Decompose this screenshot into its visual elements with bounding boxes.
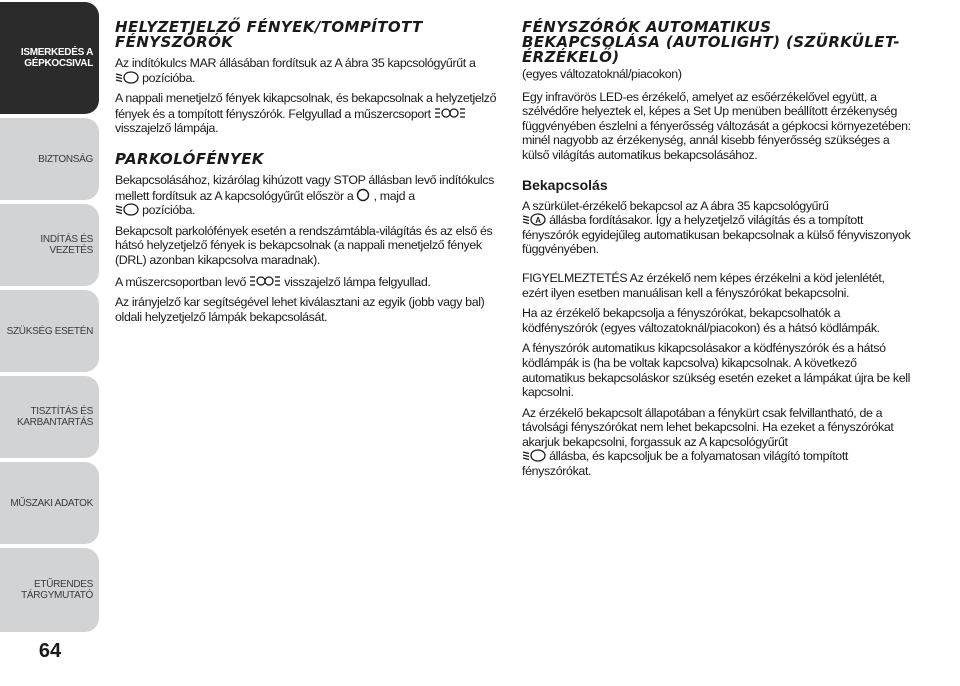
section-title-parking: PARKOLÓFÉNYEK	[115, 149, 264, 168]
text: A szürkület-érzékelő bekapcsol az A ábra 35 kapcsológyűrű	[522, 198, 829, 213]
paragraph	[115, 173, 500, 218]
text: visszajelző lámpája.	[115, 121, 219, 136]
paragraph	[115, 56, 500, 85]
tab-biztonsag[interactable]	[0, 118, 99, 200]
tab-muszaki[interactable]	[0, 462, 99, 544]
tab-label: INDÍTÁS ÉS VEZETÉS	[40, 234, 93, 256]
off-position-icon	[356, 188, 370, 202]
position-lights-icon	[434, 106, 466, 120]
tab-label: ISMERKEDÉS A GÉPKOCSIVAL	[20, 47, 93, 69]
paragraph: Egy infravörös LED-es érzékelő, amelyet az esőérzékelővel együtt, a szélvédőre helyeztek el, képes a Set Up menüben beállított érzékenység függvényében észlelni a fényerősség változását a gépkocsi környezetében: minél nagyobb az érzékenység, annál kisebb fényerősség szükséges a külső világítás automatikus bekapcsolásához.	[522, 89, 911, 162]
paragraph	[522, 199, 912, 257]
chapter-sidebar	[0, 0, 101, 686]
tab-tisztitas[interactable]	[0, 376, 99, 458]
text: Az érzékelő bekapcsolt állapotában a fénykürt csak felvillantható, de a távolsági fényszórókat nem lehet bekapcsolni. Ha ezeket a fényszórókat akarjuk bekapcsolni, forgassuk az A kapcsológyűrűt	[522, 405, 894, 449]
text: A műszercsoportban levő	[115, 274, 247, 289]
subtitle: (egyes változatoknál/piacokon)	[522, 67, 682, 81]
paragraph: Az irányjelző kar segítségével lehet kiválasztani az egyik (jobb vagy bal) oldali helyzetjelző lámpák bekapcsolását.	[115, 295, 485, 324]
tab-inditas[interactable]	[0, 204, 99, 286]
tab-targymutato[interactable]	[0, 548, 99, 632]
text: pozícióba.	[142, 203, 196, 218]
low-beam-icon	[115, 71, 139, 84]
paragraph	[522, 406, 912, 479]
paragraph	[115, 91, 500, 136]
paragraph: FIGYELMEZTETÉS Az érzékelő nem képes érzékelni a köd jelenlétét, ezért ilyen esetben manuálisan kell a fényszórókat bekapcsolni.	[522, 270, 885, 300]
low-beam-icon	[115, 203, 139, 216]
paragraph: A fényszórók automatikus kikapcsolásakor a ködfényszórók és a hátsó ködlámpák is (ha be voltak kapcsolva) kikapcsolnak. A következő automatikus bekapcsoláskor szükség esetén ezeket a lámpákat újra be kell kapcsolni.	[522, 341, 911, 400]
tab-label: SZÜKSÉG ESETÉN	[6, 325, 93, 337]
tab-label: TISZTÍTÁS ÉS KARBANTARTÁS	[16, 406, 93, 428]
auto-light-icon	[522, 213, 546, 226]
text: pozícióba.	[142, 70, 196, 85]
tab-label: ETŰRENDES TÁRGYMUTATÓ	[21, 579, 93, 601]
right-column	[522, 20, 912, 485]
text: Az indítókulcs MAR állásában fordítsuk az A ábra 35 kapcsológyűrűt a	[115, 56, 476, 70]
page-number: 64	[38, 640, 62, 662]
text: , majd a	[373, 188, 415, 203]
svg-text:A: A	[535, 216, 541, 226]
text: állásba, és kapcsoljuk be a folyamatosan világító tompított fényszórókat.	[522, 449, 849, 479]
position-lights-icon	[249, 274, 281, 288]
paragraph	[115, 274, 500, 290]
tab-label: MŰSZAKI ADATOK	[10, 497, 93, 509]
text: Bekapcsolásához, kizárólag kihúzott vagy STOP állásban levő indítókulcs mellett fordítsuk az A kapcsológyűrűt először a	[115, 172, 494, 203]
tab-szukseg[interactable]	[0, 290, 99, 372]
paragraph: Bekapcsolt parkolófények esetén a rendszámtábla-világítás és az első és hátsó helyzetjelző fények is bekapcsolnak (a nappali menetjelző fények (DRL) azonban kikapcsolva maradnak).	[115, 223, 493, 267]
low-beam-icon	[522, 449, 546, 462]
section-title-low-beam: HELYZETJELZŐ FÉNYEK/TOMPÍTOTT FÉNYSZÓRÓK	[115, 18, 423, 51]
paragraph: Ha az érzékelő bekapcsolja a fényszórókat, bekapcsolhatók a ködfényszórók (egyes változatoknál/piacokon) és a hátsó ködlámpák.	[522, 306, 880, 335]
text: visszajelző lámpa felgyullad.	[284, 274, 431, 289]
section-title-autolight: FÉNYSZÓRÓK AUTOMATIKUS BEKAPCSOLÁSA (AUTOLIGHT) (SZÜRKÜLET-ÉRZÉKELŐ)	[522, 18, 900, 66]
heading-bekapcsolas: Bekapcsolás	[522, 176, 608, 193]
text: állásba fordításakor. Így a helyzetjelző világítás és a tompított fényszórók egyidejűleg automatikusan bekapcsolnak a külső fényviszonyok függvényében.	[522, 213, 911, 257]
text: A nappali menetjelző fények kikapcsolnak, és bekapcsolnak a helyzetjelző fények és a tompított fényszórók. Felgyullad a műszercsoport	[115, 91, 497, 121]
tab-ismerkedes[interactable]	[0, 2, 99, 114]
left-column	[115, 20, 500, 330]
tab-label: BIZTONSÁG	[38, 153, 93, 165]
